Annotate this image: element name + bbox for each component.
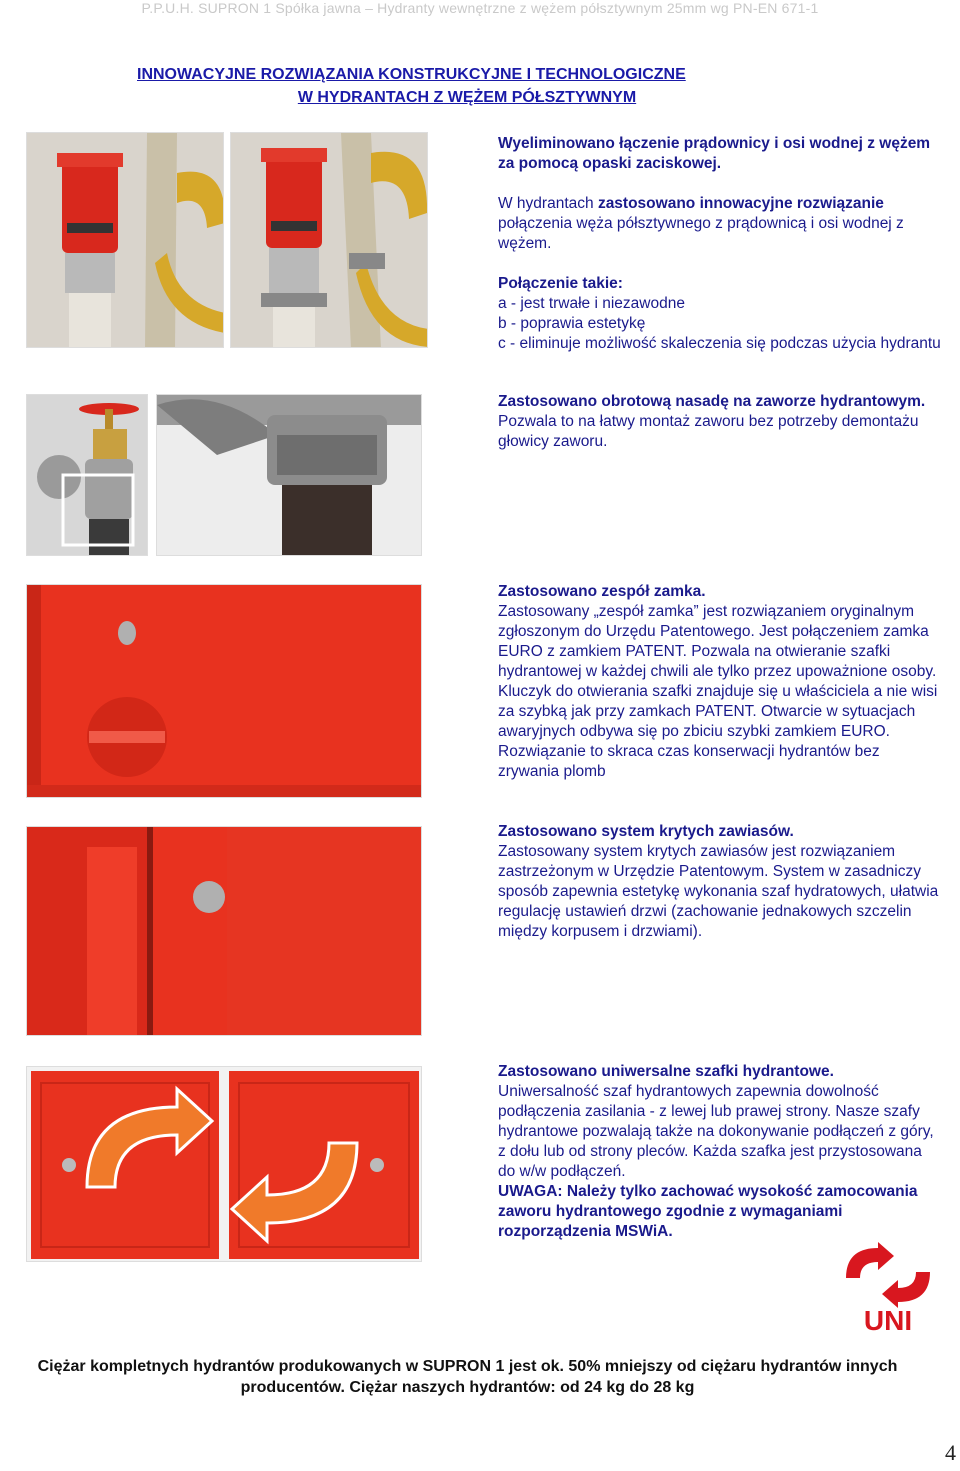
section1-heading: Wyeliminowano łączenie prądownicy i osi wodnej z wężem za pomocą opaski zaciskowej. <box>498 135 931 172</box>
section2-heading: Zastosowano obrotową nasadę na zaworze hydrantowym. <box>498 393 926 410</box>
photo-nozzle-hose-after <box>230 132 428 348</box>
page-title-line2: W HYDRANTACH Z WĘŻEM PÓŁSZTYWNYM <box>297 89 637 106</box>
section5-warning: UWAGA: Należy tylko zachować wysokość zamocowania zaworu hydrantowego zgodnie z wymaganiami rozporządzenia MSWiA. <box>498 1183 918 1240</box>
section1-para-pre: W hydrantach <box>498 195 598 212</box>
weight-footer: Ciężar kompletnych hydrantów produkowanych w SUPRON 1 jest ok. 50% mniejszy od ciężaru hydrantów innych producentów. Ciężar naszych hydrantów: od 24 kg do 28 kg <box>37 1358 898 1396</box>
section3-heading: Zastosowano zespół zamka. <box>498 583 706 600</box>
section1-item-c: c - eliminuje możliwość skaleczenia się podczas użycia hydrantu <box>498 335 941 352</box>
page-title-line1: INNOWACYJNE ROZWIĄZANIA KONSTRUKCYJNE I TECHNOLOGICZNE <box>137 66 686 83</box>
section3-body: Zastosowany „zespół zamka” jest rozwiązaniem oryginalnym zgłoszonym do Urzędu Patentowego. Jest połączeniem zamka EURO z zamkiem PATENT. Pozwala na otwieranie szafki hydrantowej w każdej chwili ale tylko przez upoważnione osoby. Kluczyk do otwierania szafki znajduje się u właściciela a nie wisi za szybką jak przy zamkach PATENT. Otwarcie w sytuacjach awaryjnych odbywa się po zbiciu szybki zamkiem EURO. Rozwiązanie to skraca czas konserwacji hydrantów bez zrywania plomb <box>498 603 938 780</box>
running-header: P.P.U.H. SUPRON 1 Spółka jawna – Hydranty wewnętrzne z wężem półsztywnym 25mm wg PN-EN 671-1 <box>141 0 819 16</box>
photo-universal-cabinets <box>26 1066 422 1262</box>
section1-item-b: b - poprawia estetykę <box>498 315 646 332</box>
section1-para-bold: zastosowano innowacyjne rozwiązanie <box>597 195 884 212</box>
section3-block <box>498 582 943 782</box>
section5-block <box>498 1062 943 1242</box>
section1-item-a: a - jest trwałe i niezawodne <box>498 295 685 312</box>
section2-body: Pozwala to na łatwy montaż zaworu bez potrzeby demontażu głowicy zaworu. <box>498 413 919 450</box>
photo-hidden-hinges <box>26 826 422 1036</box>
photo-lock-assembly <box>26 584 422 798</box>
section4-heading: Zastosowano system krytych zawiasów. <box>498 823 794 840</box>
photo-nozzle-hose-before <box>26 132 224 348</box>
section1-block <box>498 134 943 354</box>
section1-paragraph <box>498 194 943 254</box>
uni-logo-text: UNI <box>863 1305 913 1332</box>
section1-list-heading: Połączenie takie: <box>498 275 623 292</box>
photo-hydrant-valve <box>26 394 148 556</box>
section5-heading: Zastosowano uniwersalne szafki hydrantowe. <box>498 1063 834 1080</box>
page-number: 4 <box>945 1440 956 1465</box>
section2-block <box>498 392 943 452</box>
section1-para-post: połączenia węża półsztywnego z prądownicą i osi wodnej z wężem. <box>498 215 904 252</box>
section5-body: Uniwersalność szaf hydrantowych zapewnia dowolność podłączenia zasilania - z lewej lub prawej strony. Nasze szafy hydrantowe pozwalają także na dokonywanie podłączeń z góry, z dołu lub od strony pleców. Każda szafka jest przystosowana do w/w podłączeń. <box>498 1083 934 1180</box>
photo-rotating-coupling <box>156 394 422 556</box>
uni-logo <box>838 1242 938 1332</box>
section4-block <box>498 822 943 942</box>
section4-body: Zastosowany system krytych zawiasów jest rozwiązaniem zastrzeżonym w Urzędzie Patentowym. System w zasadniczy sposób zapewnia estetykę wykonania szaf hydratowych, ułatwia regulację ustawień drzwi (zachowanie jednakowych szczelin między korpusem i drzwiami). <box>498 843 939 940</box>
